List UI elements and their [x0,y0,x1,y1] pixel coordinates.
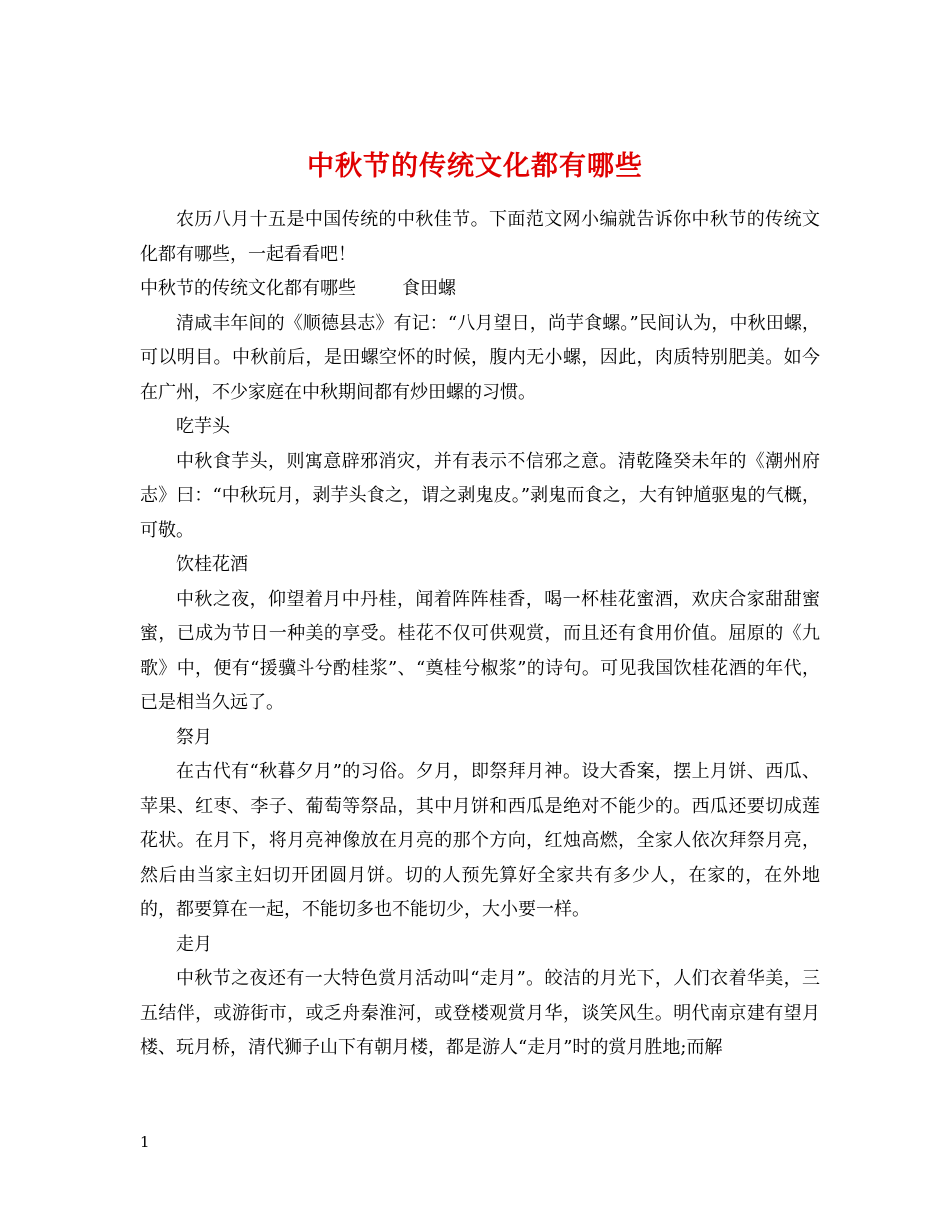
subheading-tianluo: 食田螺 [402,278,456,299]
heading-zouyue: 走月 [176,933,212,955]
section-subheading [140,272,820,307]
document-title: 中秋节的传统文化都有哪些 [307,151,643,183]
heading-guihua: 饮桂花酒 [176,554,248,575]
paragraph-tianluo: 清咸丰年间的《顺德县志》有记：“八月望日，尚芋食螺。”民间认为，中秋田螺，可以明目。中秋前后，是田螺空怀的时候，腹内无小螺，因此，肉质特别肥美。如今在广州，不少家庭在中秋期间都有炒田螺的习惯。 [140,312,820,403]
document-body [140,203,820,1066]
paragraph-yutou: 中秋食芋头，则寓意辟邪消灾，并有表示不信邪之意。清乾隆癸未年的《潮州府志》曰：“中秋玩月，剥芋头食之，谓之剥鬼皮。”剥鬼而食之，大有钟馗驱鬼的气概，可敬。 [140,450,820,541]
paragraph-jiyue: 在古代有“秋暮夕月”的习俗。夕月，即祭拜月神。设大香案，摆上月饼、西瓜、苹果、红枣、李子、葡萄等祭品，其中月饼和西瓜是绝对不能少的。西瓜还要切成莲花状。在月下，将月亮神像放在月亮的那个方向，红烛高燃，全家人依次拜祭月亮，然后由当家主妇切开团圆月饼。切的人预先算好全家共有多少人，在家的，在外地的，都要算在一起，不能切多也不能切少，大小要一样。 [140,761,820,920]
heading-yutou: 吃芋头 [176,416,230,437]
intro-paragraph: 农历八月十五是中国传统的中秋佳节。下面范文网小编就告诉你中秋节的传统文化都有哪些，一起看看吧！ [140,209,820,265]
subheading-left: 中秋节的传统文化都有哪些 [140,278,356,299]
page-number: 1 [140,1133,150,1151]
paragraph-guihua: 中秋之夜，仰望着月中丹桂，闻着阵阵桂香，喝一杯桂花蜜酒，欢庆合家甜甜蜜蜜，已成为节日一种美的享受。桂花不仅可供观赏，而且还有食用价值。屈原的《九歌》中，便有“援骥斗兮酌桂浆”、“奠桂兮椒浆”的诗句。可见我国饮桂花酒的年代，已是相当久远了。 [140,588,820,713]
heading-jiyue: 祭月 [176,726,212,748]
paragraph-zouyue: 中秋节之夜还有一大特色赏月活动叫“走月”。皎洁的月光下，人们衣着华美，三五结伴，或游街市，或乏舟秦淮河，或登楼观赏月华，谈笑风生。明代南京建有望月楼、玩月桥，清代狮子山下有朝月楼，都是游人“走月”时的赏月胜地;而解 [140,968,820,1058]
